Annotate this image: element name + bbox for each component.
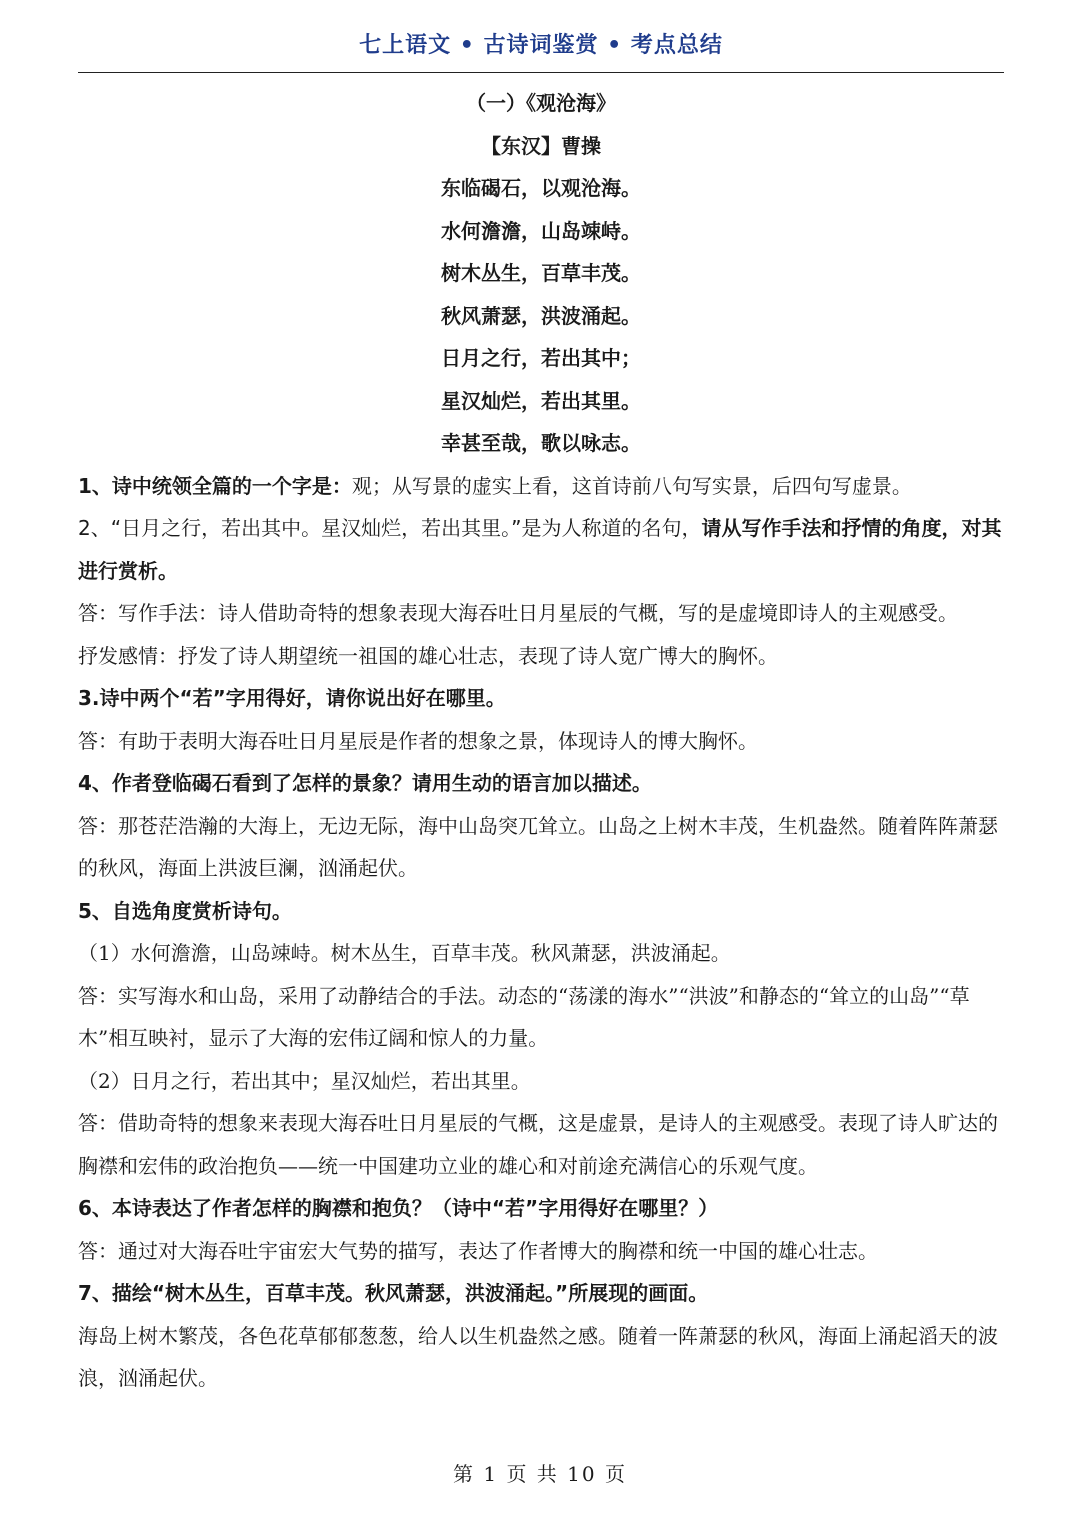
question-1-answer: 观；从写景的虚实上看，这首诗前八句写实景，后四句写虚景。 (351, 473, 912, 498)
question-6: 6、本诗表达了作者怎样的胸襟和抱负？（诗中“若”字用得好在哪里？） (78, 1196, 719, 1220)
poem-text (78, 167, 1004, 465)
question-3: 3.诗中两个“若”字用得好，请你说出好在哪里。 (78, 686, 506, 710)
question-5-part-2-answer: 答：借助奇特的想象来表现大海吞吐日月星辰的气概，这是虚景，是诗人的主观感受。表现了诗人旷达的胸襟和宏伟的政治抱负——统一中国建功立业的雄心和对前途充满信心的乐观气度。 (78, 1111, 998, 1178)
document-header: 七上语文 • 古诗词鉴赏 • 考点总结 (359, 33, 723, 58)
poem-line: 东临碣石，以观沧海。 (441, 176, 641, 200)
poem-line: 秋风萧瑟，洪波涌起。 (441, 303, 641, 328)
question-7: 7、描绘“树木丛生，百草丰茂。秋风萧瑟，洪波涌起。”所展现的画面。 (78, 1281, 709, 1305)
question-1-label: 1、诗中统领全篇的一个字是： (78, 473, 352, 498)
document-body (78, 82, 1004, 1400)
header-divider (78, 72, 1004, 73)
poem-heading: （一）《观沧海》 (466, 91, 616, 115)
question-5-part-1-answer: 答：实写海水和山岛，采用了动静结合的手法。动态的“荡漾的海水”“洪波”和静态的“耸立的山岛”“草木”相互映衬，显示了大海的宏伟辽阔和惊人的力量。 (78, 983, 970, 1050)
question-2-answer-technique: 答：写作手法：诗人借助奇特的想象表现大海吞吐日月星辰的气概，写的是虚境即诗人的主观感受。 (78, 601, 958, 625)
question-4-answer: 答：那苍茫浩瀚的大海上，无边无际，海中山岛突兀耸立。山岛之上树木丰茂，生机盎然。随着阵阵萧瑟的秋风，海面上洪波巨澜，汹涌起伏。 (78, 813, 998, 880)
question-2 (78, 507, 1004, 592)
question-5-part-2: （2）日月之行，若出其中；星汉灿烂，若出其里。 (78, 1068, 531, 1093)
question-6-answer: 答：通过对大海吞吐宇宙宏大气势的描写，表达了作者博大的胸襟和统一中国的雄心壮志。 (78, 1238, 878, 1263)
question-7-answer: 海岛上树木繁茂，各色花草郁郁葱葱，给人以生机盎然之感。随着一阵萧瑟的秋风，海面上涌起滔天的波浪，汹涌起伏。 (78, 1323, 998, 1390)
poem-line: 幸甚至哉，歌以咏志。 (441, 431, 641, 455)
poem-line: 日月之行，若出其中； (441, 346, 641, 370)
question-5: 5、自选角度赏析诗句。 (78, 898, 292, 923)
question-4: 4、作者登临碣石看到了怎样的景象？请用生动的语言加以描述。 (78, 771, 652, 795)
question-3-answer: 答：有助于表明大海吞吐日月星辰是作者的想象之景，体现诗人的博大胸怀。 (78, 728, 758, 753)
poem-line: 树木丛生，百草丰茂。 (441, 261, 641, 285)
question-1 (78, 465, 1004, 508)
page-number: 第 1 页 共 10 页 (453, 1462, 627, 1486)
question-2-prefix: 2、“日月之行，若出其中。星汉灿烂，若出其里。”是为人称道的名句， (78, 516, 702, 540)
question-2-answer-emotion: 抒发感情：抒发了诗人期望统一祖国的雄心壮志，表现了诗人宽广博大的胸怀。 (78, 643, 778, 668)
poem-line: 星汉灿烂，若出其里。 (441, 388, 641, 413)
question-5-part-1: （1）水何澹澹，山岛竦峙。树木丛生，百草丰茂。秋风萧瑟，洪波涌起。 (78, 941, 731, 965)
poem-line: 水何澹澹，山岛竦峙。 (441, 218, 641, 243)
question-2-prompt: 请从写作手法和抒情的角度，对其进行赏析。 (78, 516, 1002, 583)
poem-author: 【东汉】曹操 (481, 133, 601, 158)
